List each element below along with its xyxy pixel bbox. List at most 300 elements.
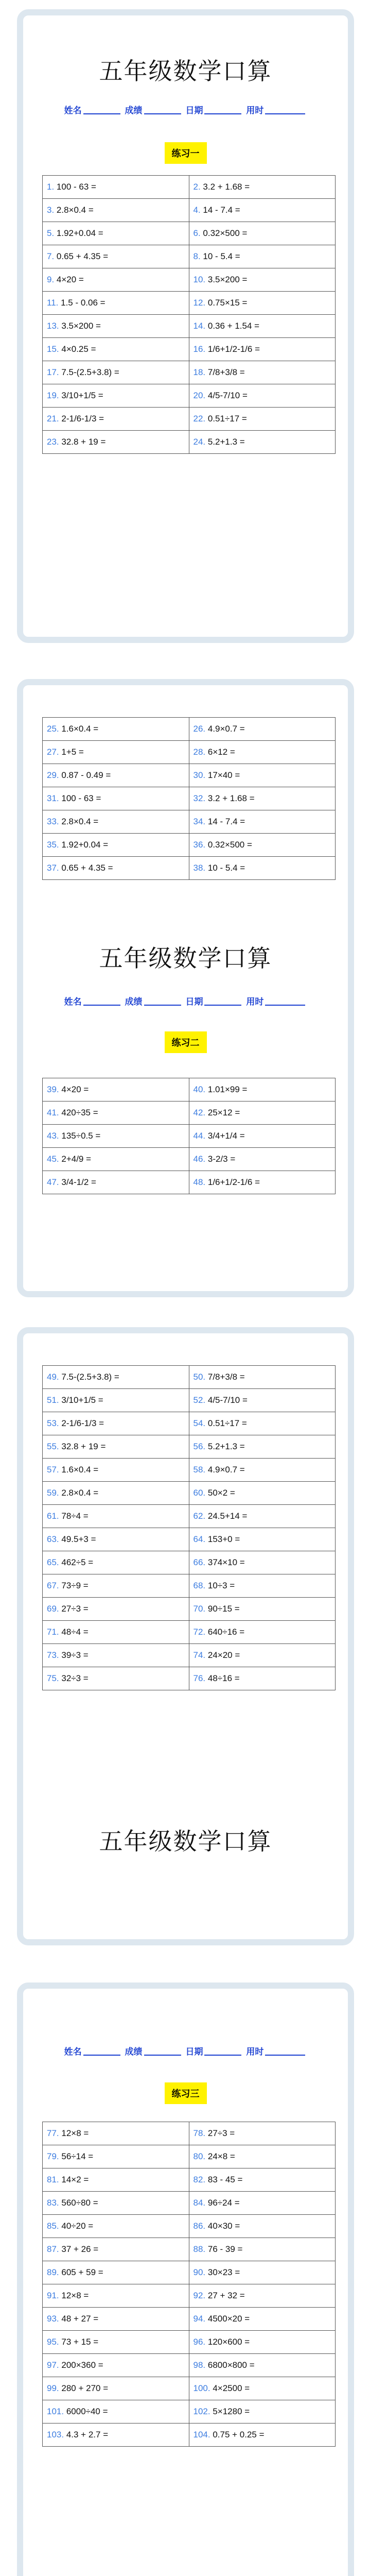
question-number: 31. xyxy=(47,793,59,803)
question-number: 33. xyxy=(47,817,59,826)
table-row xyxy=(43,787,336,810)
table-row xyxy=(43,1459,336,1482)
question-table xyxy=(42,1078,336,1194)
question-cell xyxy=(189,2145,336,2168)
question-cell xyxy=(189,408,336,431)
question-expression: 7/8+3/8 = xyxy=(207,1372,245,1382)
question-cell xyxy=(43,1125,189,1148)
question-number: 96. xyxy=(193,2337,206,2347)
question-cell xyxy=(43,787,189,810)
question-number: 99. xyxy=(47,2383,59,2393)
question-cell xyxy=(189,741,336,764)
question-cell xyxy=(43,1366,189,1389)
question-number: 68. xyxy=(193,1581,206,1590)
question-expression: 48 + 27 = xyxy=(61,2314,99,2324)
question-cell xyxy=(43,1621,189,1644)
question-cell xyxy=(189,2168,336,2192)
question-expression: 27÷3 = xyxy=(61,1604,89,1614)
question-cell xyxy=(189,1528,336,1551)
question-cell xyxy=(189,1389,336,1412)
table-row xyxy=(43,2215,336,2238)
question-cell xyxy=(43,810,189,834)
question-cell xyxy=(43,2261,189,2284)
question-cell xyxy=(189,857,336,880)
question-expression: 37 + 26 = xyxy=(61,2244,99,2254)
question-cell xyxy=(43,2377,189,2400)
question-expression: 12×8 = xyxy=(61,2291,89,2300)
question-table xyxy=(42,175,336,454)
question-expression: 4×2500 = xyxy=(213,2383,250,2393)
question-cell xyxy=(43,764,189,787)
question-cell xyxy=(43,1551,189,1574)
question-number: 7. xyxy=(47,251,55,261)
question-number: 21. xyxy=(47,414,59,423)
question-number: 11. xyxy=(47,298,59,308)
question-cell xyxy=(189,361,336,384)
question-cell xyxy=(189,1621,336,1644)
question-cell xyxy=(43,199,189,222)
question-cell xyxy=(43,176,189,199)
question-number: 86. xyxy=(193,2221,206,2231)
question-cell xyxy=(43,718,189,741)
question-number: 66. xyxy=(193,1557,206,1567)
question-number: 102. xyxy=(193,2406,210,2416)
question-number: 81. xyxy=(47,2175,59,2184)
exercise-badge: 练习三 xyxy=(165,2082,207,2104)
question-expression: 0.36 + 1.54 = xyxy=(207,321,260,331)
question-number: 90. xyxy=(193,2267,206,2277)
question-expression: 3/10+1/5 = xyxy=(61,391,103,400)
question-cell xyxy=(43,1459,189,1482)
question-number: 78. xyxy=(193,2128,206,2138)
question-expression: 4/5-7/10 = xyxy=(207,1395,248,1405)
question-expression: 3.2 + 1.68 = xyxy=(207,793,255,803)
worksheet-page-1 xyxy=(17,9,354,643)
question-expression: 120×600 = xyxy=(207,2337,250,2347)
table-row xyxy=(43,315,336,338)
question-number: 2. xyxy=(193,182,201,192)
question-expression: 0.87 - 0.49 = xyxy=(61,770,111,780)
question-expression: 4×0.25 = xyxy=(61,344,96,354)
question-expression: 0.65 + 4.35 = xyxy=(56,251,109,261)
table-row xyxy=(43,2261,336,2284)
question-expression: 3/10+1/5 = xyxy=(61,1395,103,1405)
question-cell xyxy=(43,2192,189,2215)
question-cell xyxy=(43,2284,189,2308)
table-row xyxy=(43,2145,336,2168)
question-cell xyxy=(189,222,336,245)
question-expression: 4.9×0.7 = xyxy=(207,724,245,734)
question-number: 43. xyxy=(47,1131,59,1141)
question-expression: 640÷16 = xyxy=(207,1627,245,1637)
question-number: 56. xyxy=(193,1442,206,1451)
question-cell xyxy=(189,2284,336,2308)
question-cell xyxy=(189,1667,336,1690)
question-number: 51. xyxy=(47,1395,59,1405)
table-row xyxy=(43,1574,336,1598)
table-row xyxy=(43,857,336,880)
question-number: 62. xyxy=(193,1511,206,1521)
question-expression: 32.8 + 19 = xyxy=(61,1442,106,1451)
question-number: 54. xyxy=(193,1418,206,1428)
question-cell xyxy=(189,1148,336,1171)
table-row xyxy=(43,2168,336,2192)
table-row xyxy=(43,1435,336,1459)
question-expression: 100 - 63 = xyxy=(61,793,101,803)
table-row xyxy=(43,834,336,857)
question-number: 20. xyxy=(193,391,206,400)
question-expression: 24.5+14 = xyxy=(207,1511,248,1521)
question-number: 25. xyxy=(47,724,59,734)
question-expression: 14 - 7.4 = xyxy=(203,205,240,215)
table-row xyxy=(43,2192,336,2215)
question-number: 26. xyxy=(193,724,206,734)
question-expression: 0.51÷17 = xyxy=(207,1418,247,1428)
question-cell xyxy=(189,2215,336,2238)
time-label: 用时 xyxy=(246,997,264,1007)
date-blank[interactable] xyxy=(204,1005,241,1006)
question-number: 79. xyxy=(47,2151,59,2161)
table-row xyxy=(43,1644,336,1667)
time-blank[interactable] xyxy=(265,1005,305,1006)
question-number: 65. xyxy=(47,1557,59,1567)
question-number: 5. xyxy=(47,228,55,238)
table-row xyxy=(43,361,336,384)
table-row xyxy=(43,2331,336,2354)
question-number: 17. xyxy=(47,367,59,377)
question-number: 87. xyxy=(47,2244,59,2254)
question-expression: 153+0 = xyxy=(207,1534,240,1544)
question-cell xyxy=(43,2354,189,2377)
question-expression: 0.32×500 = xyxy=(203,228,248,238)
question-number: 100. xyxy=(193,2383,210,2393)
question-number: 71. xyxy=(47,1627,59,1637)
question-expression: 0.65 + 4.35 = xyxy=(61,863,113,873)
question-number: 37. xyxy=(47,863,59,873)
question-expression: 4.3 + 2.7 = xyxy=(66,2430,109,2439)
question-cell xyxy=(43,1101,189,1125)
table-row xyxy=(43,1389,336,1412)
question-number: 57. xyxy=(47,1465,59,1475)
question-expression: 10÷3 = xyxy=(207,1581,235,1590)
question-cell xyxy=(43,268,189,292)
question-cell xyxy=(189,718,336,741)
question-cell xyxy=(43,2400,189,2424)
question-number: 10. xyxy=(193,275,206,284)
question-number: 35. xyxy=(47,840,59,850)
question-cell xyxy=(189,292,336,315)
question-number: 80. xyxy=(193,2151,206,2161)
question-cell xyxy=(189,764,336,787)
question-number: 55. xyxy=(47,1442,59,1451)
question-cell xyxy=(43,1482,189,1505)
question-expression: 2.8×0.4 = xyxy=(56,205,94,215)
page-title: 五年级数学口算 xyxy=(99,1827,272,1855)
question-cell xyxy=(189,2261,336,2284)
question-expression: 56÷14 = xyxy=(61,2151,94,2161)
question-number: 67. xyxy=(47,1581,59,1590)
question-cell xyxy=(189,2377,336,2400)
name-label: 姓名 xyxy=(64,997,82,1007)
table-row xyxy=(43,2238,336,2261)
question-expression: 4.9×0.7 = xyxy=(207,1465,245,1475)
question-expression: 14 - 7.4 = xyxy=(207,817,245,826)
question-cell xyxy=(43,222,189,245)
name-label: 姓名 xyxy=(64,2047,82,2057)
table-row xyxy=(43,2377,336,2400)
table-row xyxy=(43,1412,336,1435)
question-number: 29. xyxy=(47,770,59,780)
question-number: 97. xyxy=(47,2360,59,2370)
question-number: 50. xyxy=(193,1372,206,1382)
worksheet-page-2 xyxy=(17,679,354,1297)
question-number: 70. xyxy=(193,1604,206,1614)
question-number: 1. xyxy=(47,182,55,192)
question-cell xyxy=(189,1078,336,1101)
question-number: 22. xyxy=(193,414,206,423)
question-expression: 5×1280 = xyxy=(213,2406,250,2416)
question-number: 61. xyxy=(47,1511,59,1521)
question-number: 46. xyxy=(193,1154,206,1164)
question-cell xyxy=(43,1574,189,1598)
table-row xyxy=(43,1078,336,1101)
question-number: 94. xyxy=(193,2314,206,2324)
question-number: 95. xyxy=(47,2337,59,2347)
question-number: 4. xyxy=(193,205,201,215)
question-expression: 2-1/6-1/3 = xyxy=(61,1418,104,1428)
question-number: 60. xyxy=(193,1488,206,1498)
date-label: 日期 xyxy=(185,997,203,1007)
question-expression: 462÷5 = xyxy=(61,1557,94,1567)
question-number: 16. xyxy=(193,344,206,354)
question-expression: 40×30 = xyxy=(207,2221,240,2231)
question-expression: 2.8×0.4 = xyxy=(61,1488,99,1498)
table-row xyxy=(43,2122,336,2145)
question-expression: 0.75×15 = xyxy=(207,298,248,308)
table-row xyxy=(43,1598,336,1621)
name-label: 姓名 xyxy=(64,106,82,116)
question-cell xyxy=(43,431,189,454)
question-expression: 4/5-7/10 = xyxy=(207,391,248,400)
question-cell xyxy=(43,1389,189,1412)
question-cell xyxy=(189,2308,336,2331)
question-number: 64. xyxy=(193,1534,206,1544)
question-number: 39. xyxy=(47,1084,59,1094)
question-expression: 3.5×200 = xyxy=(61,321,101,331)
date-label: 日期 xyxy=(185,106,203,116)
question-cell xyxy=(43,2215,189,2238)
question-number: 32. xyxy=(193,793,206,803)
table-row xyxy=(43,2284,336,2308)
question-number: 48. xyxy=(193,1177,206,1187)
question-number: 101. xyxy=(47,2406,64,2416)
question-number: 42. xyxy=(193,1108,206,1117)
time-blank[interactable] xyxy=(265,113,305,114)
question-number: 47. xyxy=(47,1177,59,1187)
question-number: 82. xyxy=(193,2175,206,2184)
question-cell xyxy=(189,1366,336,1389)
time-label: 用时 xyxy=(246,106,264,116)
question-cell xyxy=(43,2424,189,2447)
table-row xyxy=(43,199,336,222)
table-row xyxy=(43,741,336,764)
table-row xyxy=(43,268,336,292)
question-expression: 2-1/6-1/3 = xyxy=(61,414,104,423)
question-cell xyxy=(43,1505,189,1528)
question-cell xyxy=(189,1482,336,1505)
student-info-line xyxy=(23,994,348,1007)
question-cell xyxy=(43,1598,189,1621)
question-cell xyxy=(189,1412,336,1435)
question-number: 45. xyxy=(47,1154,59,1164)
question-expression: 1.92+0.04 = xyxy=(56,228,103,238)
question-number: 83. xyxy=(47,2198,59,2208)
question-number: 75. xyxy=(47,1673,59,1683)
question-cell xyxy=(43,2308,189,2331)
question-expression: 1+5 = xyxy=(61,747,84,757)
table-row xyxy=(43,2424,336,2447)
question-number: 69. xyxy=(47,1604,59,1614)
question-number: 89. xyxy=(47,2267,59,2277)
score-blank[interactable] xyxy=(144,2055,181,2056)
question-cell xyxy=(43,292,189,315)
question-expression: 2+4/9 = xyxy=(61,1154,92,1164)
page-title: 五年级数学口算 xyxy=(99,57,272,85)
question-cell xyxy=(189,2122,336,2145)
question-expression: 3/4+1/4 = xyxy=(207,1131,245,1141)
question-cell xyxy=(43,741,189,764)
question-number: 23. xyxy=(47,437,59,447)
table-row xyxy=(43,764,336,787)
score-blank[interactable] xyxy=(144,1005,181,1006)
question-expression: 48÷4 = xyxy=(61,1627,89,1637)
question-expression: 83 - 45 = xyxy=(207,2175,243,2184)
question-expression: 374×10 = xyxy=(207,1557,245,1567)
question-cell xyxy=(189,1598,336,1621)
question-table xyxy=(42,1365,336,1690)
name-blank[interactable] xyxy=(83,113,120,114)
table-row xyxy=(43,2354,336,2377)
question-expression: 14×2 = xyxy=(61,2175,89,2184)
question-number: 98. xyxy=(193,2360,206,2370)
question-expression: 7.5-(2.5+3.8) = xyxy=(61,1372,119,1382)
question-cell xyxy=(43,2168,189,2192)
question-expression: 560÷80 = xyxy=(61,2198,98,2208)
question-expression: 1.5 - 0.06 = xyxy=(61,298,105,308)
question-cell xyxy=(43,315,189,338)
question-expression: 2.8×0.4 = xyxy=(61,817,99,826)
question-number: 13. xyxy=(47,321,59,331)
question-expression: 5.2+1.3 = xyxy=(207,1442,245,1451)
question-expression: 280 + 270 = xyxy=(61,2383,109,2393)
question-cell xyxy=(43,1171,189,1194)
worksheet-page-3 xyxy=(17,1327,354,1945)
table-row xyxy=(43,1482,336,1505)
question-expression: 7.5-(2.5+3.8) = xyxy=(61,367,119,377)
question-number: 73. xyxy=(47,1650,59,1660)
student-info-line xyxy=(23,103,348,116)
question-cell xyxy=(189,338,336,361)
question-table xyxy=(42,717,336,880)
question-number: 30. xyxy=(193,770,206,780)
question-cell xyxy=(189,2192,336,2215)
question-expression: 10 - 5.4 = xyxy=(207,863,245,873)
table-row xyxy=(43,1551,336,1574)
question-cell xyxy=(189,384,336,408)
question-cell xyxy=(189,810,336,834)
question-expression: 27 + 32 = xyxy=(207,2291,245,2300)
date-label: 日期 xyxy=(185,2047,203,2057)
worksheet-page-4 xyxy=(17,1982,354,2576)
table-row xyxy=(43,810,336,834)
time-blank[interactable] xyxy=(265,2055,305,2056)
question-cell xyxy=(189,2400,336,2424)
question-cell xyxy=(189,787,336,810)
question-cell xyxy=(189,315,336,338)
table-row xyxy=(43,245,336,268)
question-expression: 24×8 = xyxy=(207,2151,235,2161)
table-row xyxy=(43,1667,336,1690)
question-number: 85. xyxy=(47,2221,59,2231)
question-expression: 48÷16 = xyxy=(207,1673,240,1683)
question-expression: 605 + 59 = xyxy=(61,2267,103,2277)
question-cell xyxy=(189,199,336,222)
table-row xyxy=(43,338,336,361)
question-cell xyxy=(43,338,189,361)
name-blank[interactable] xyxy=(83,2055,120,2056)
question-cell xyxy=(43,361,189,384)
table-row xyxy=(43,222,336,245)
table-row xyxy=(43,292,336,315)
question-cell xyxy=(189,245,336,268)
table-row xyxy=(43,1505,336,1528)
score-label: 成绩 xyxy=(125,106,143,116)
date-blank[interactable] xyxy=(204,2055,241,2056)
question-cell xyxy=(189,2331,336,2354)
question-expression: 0.75 + 0.25 = xyxy=(213,2430,265,2439)
exercise-badge: 练习一 xyxy=(165,142,207,164)
question-number: 28. xyxy=(193,747,206,757)
question-cell xyxy=(43,1412,189,1435)
table-row xyxy=(43,408,336,431)
question-cell xyxy=(43,1644,189,1667)
question-number: 41. xyxy=(47,1108,59,1117)
question-expression: 6800×800 = xyxy=(207,2360,255,2370)
question-number: 19. xyxy=(47,391,59,400)
question-expression: 1/6+1/2-1/6 = xyxy=(207,1177,260,1187)
question-expression: 1.92+0.04 = xyxy=(61,840,109,850)
name-blank[interactable] xyxy=(83,1005,120,1006)
table-row xyxy=(43,2400,336,2424)
question-cell xyxy=(43,1667,189,1690)
question-number: 12. xyxy=(193,298,206,308)
table-row xyxy=(43,1171,336,1194)
question-expression: 4500×20 = xyxy=(207,2314,250,2324)
question-expression: 12×8 = xyxy=(61,2128,89,2138)
question-expression: 90÷15 = xyxy=(207,1604,240,1614)
question-cell xyxy=(43,2122,189,2145)
question-number: 52. xyxy=(193,1395,206,1405)
question-expression: 24×20 = xyxy=(207,1650,240,1660)
score-blank[interactable] xyxy=(144,113,181,114)
question-table xyxy=(42,2122,336,2447)
date-blank[interactable] xyxy=(204,113,241,114)
question-number: 53. xyxy=(47,1418,59,1428)
question-cell xyxy=(43,2145,189,2168)
question-expression: 7/8+3/8 = xyxy=(207,367,245,377)
question-number: 74. xyxy=(193,1650,206,1660)
question-number: 24. xyxy=(193,437,206,447)
